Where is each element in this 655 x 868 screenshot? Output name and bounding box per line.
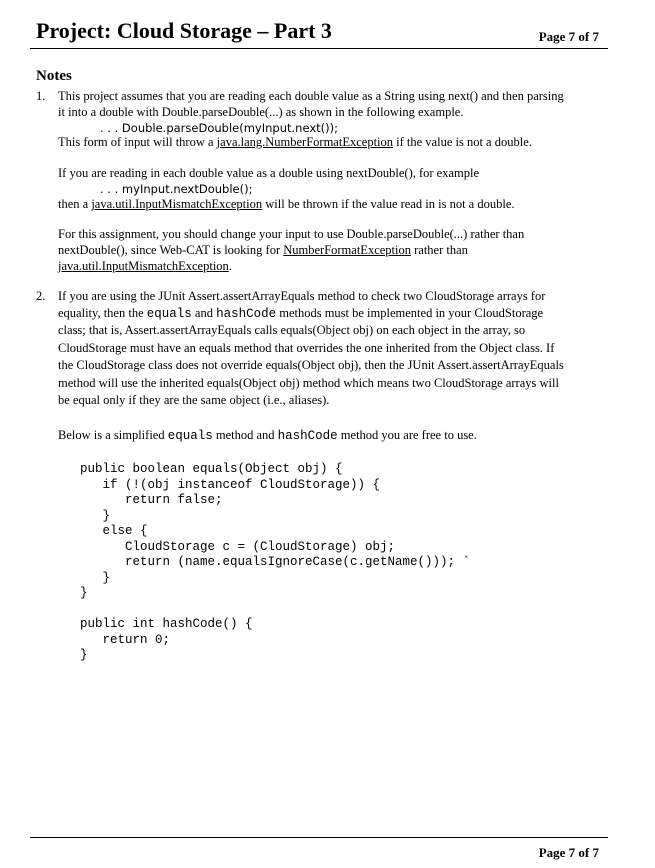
number-format-exception-link[interactable]: java.lang.NumberFormatException bbox=[216, 135, 394, 149]
note-1-text: rather than bbox=[410, 243, 468, 257]
note-2-line: class; that is, Assert.assertArrayEquals calls equals(Object obj) on each object in the array, so bbox=[58, 323, 526, 337]
note-1-text: if the value is not a double. bbox=[393, 135, 532, 149]
footer-rule bbox=[30, 837, 608, 838]
inline-code: hashCode bbox=[277, 429, 338, 443]
note-2-line bbox=[58, 427, 477, 445]
note-2-line: CloudStorage must have an equals method that overrides the one inherited from the Object class. If bbox=[58, 341, 555, 355]
note-2-text: methods must be implemented in your CloudStorage bbox=[276, 306, 544, 320]
note-1-line bbox=[58, 134, 532, 151]
header-rule bbox=[30, 48, 608, 49]
inline-code: hashCode bbox=[216, 307, 277, 321]
number-format-exception-link[interactable]: NumberFormatException bbox=[283, 243, 411, 257]
note-1-line bbox=[58, 258, 232, 275]
note-1-code-example: . . . myInput.nextDouble(); bbox=[100, 182, 253, 196]
note-1-line: This project assumes that you are reading each double value as a String using next() and then parsing bbox=[58, 89, 564, 103]
note-1-text: . bbox=[228, 259, 232, 273]
note-2-line: the CloudStorage class does not override equals(Object obj), then the JUnit Assert.assertArrayEquals bbox=[58, 358, 564, 372]
note-1-number: 1. bbox=[36, 89, 46, 103]
note-1-code-example: . . . Double.parseDouble(myInput.next()); bbox=[100, 121, 338, 135]
note-2-line: method will use the inherited equals(Object obj) method which means two CloudStorage arrays will bbox=[58, 376, 559, 390]
note-1-text: nextDouble(), since Web-CAT is looking for bbox=[58, 243, 284, 257]
page-title: Project: Cloud Storage – Part 3 bbox=[36, 18, 332, 43]
note-1-line bbox=[58, 196, 515, 213]
input-mismatch-exception-link[interactable]: java.util.InputMismatchException bbox=[91, 197, 263, 211]
note-1-line: If you are reading in each double value as a double using nextDouble(), for example bbox=[58, 166, 480, 180]
note-1-line: For this assignment, you should change your input to use Double.parseDouble(...) rather than bbox=[58, 227, 525, 241]
note-1-line bbox=[58, 242, 468, 259]
header-page-number: Page 7 of 7 bbox=[538, 29, 599, 44]
note-2-number: 2. bbox=[36, 289, 46, 303]
note-2-text: method and bbox=[212, 428, 278, 442]
inline-code: equals bbox=[146, 307, 192, 321]
code-block: public boolean equals(Object obj) { if (!(obj instanceof CloudStorage)) { return false; } else { CloudStorage c = (CloudStorage) obj; return (name.equalsIgnoreCase(c.getName())); ` } } public int hashCode() { return 0; } bbox=[80, 462, 471, 662]
note-1-text: will be thrown if the value read in is not a double. bbox=[262, 197, 515, 211]
note-1-text: then a bbox=[58, 197, 92, 211]
footer-page-number: Page 7 of 7 bbox=[538, 845, 599, 860]
inline-code: equals bbox=[167, 429, 213, 443]
note-2-line: be equal only if they are the same object (i.e., aliases). bbox=[58, 393, 330, 407]
note-2-text: and bbox=[191, 306, 217, 320]
note-1-line: it into a double with Double.parseDouble(...) as shown in the following example. bbox=[58, 105, 464, 119]
note-2-text: Below is a simplified bbox=[58, 428, 168, 442]
note-2-text: method you are free to use. bbox=[337, 428, 477, 442]
notes-heading: Notes bbox=[36, 68, 72, 84]
note-2-text: equality, then the bbox=[58, 306, 147, 320]
note-2-line bbox=[58, 305, 543, 323]
note-1-text: This form of input will throw a bbox=[58, 135, 217, 149]
note-2-line: If you are using the JUnit Assert.assertArrayEquals method to check two CloudStorage arrays for bbox=[58, 289, 546, 303]
input-mismatch-exception-link[interactable]: java.util.InputMismatchException bbox=[58, 259, 229, 273]
